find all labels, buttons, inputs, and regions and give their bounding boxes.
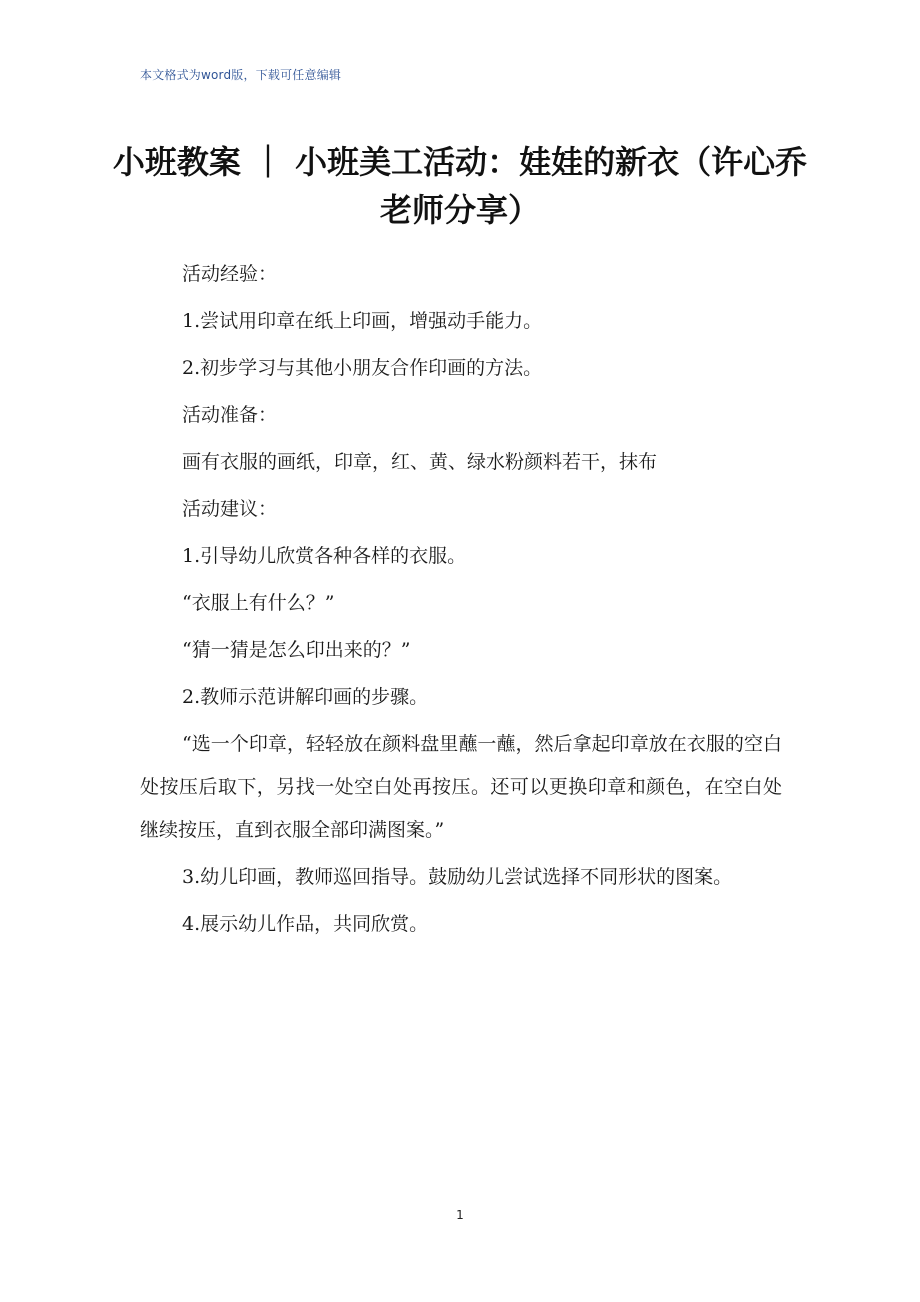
paragraph: 2.初步学习与其他小朋友合作印画的方法。 [182,357,543,379]
paragraph: “选一个印章，轻轻放在颜料盘里蘸一蘸，然后拿起印章放在衣服的空白处按压后取下，另找一处空白处再按压。还可以更换印章和颜色，在空白处继续按压，直到衣服全部印满图案。” [140,733,782,841]
document-title: 小班教案 ｜ 小班美工活动：娃娃的新衣（许心乔老师分享） [112,143,808,229]
header-note: 本文格式为word版，下载可任意编辑 [140,68,342,82]
section-heading-preparation: 活动准备： [182,404,278,426]
paragraph: 1.尝试用印章在纸上印画，增强动手能力。 [182,310,543,332]
document-body [140,260,782,957]
paragraph: 1.引导幼儿欣赏各种各样的衣服。 [182,545,467,567]
paragraph: “猜一猜是怎么印出来的？” [182,639,411,661]
paragraph: 画有衣服的画纸，印章，红、黄、绿水粉颜料若干，抹布 [182,451,658,473]
paragraph: “衣服上有什么？” [182,592,335,614]
paragraph: 4.展示幼儿作品，共同欣赏。 [182,913,429,935]
section-heading-suggestions: 活动建议： [182,498,278,520]
page-number: 1 [456,1208,464,1222]
paragraph: 3.幼儿印画，教师巡回指导。鼓励幼儿尝试选择不同形状的图案。 [182,866,733,888]
section-heading-experience: 活动经验： [182,263,278,285]
paragraph: 2.教师示范讲解印画的步骤。 [182,686,429,708]
